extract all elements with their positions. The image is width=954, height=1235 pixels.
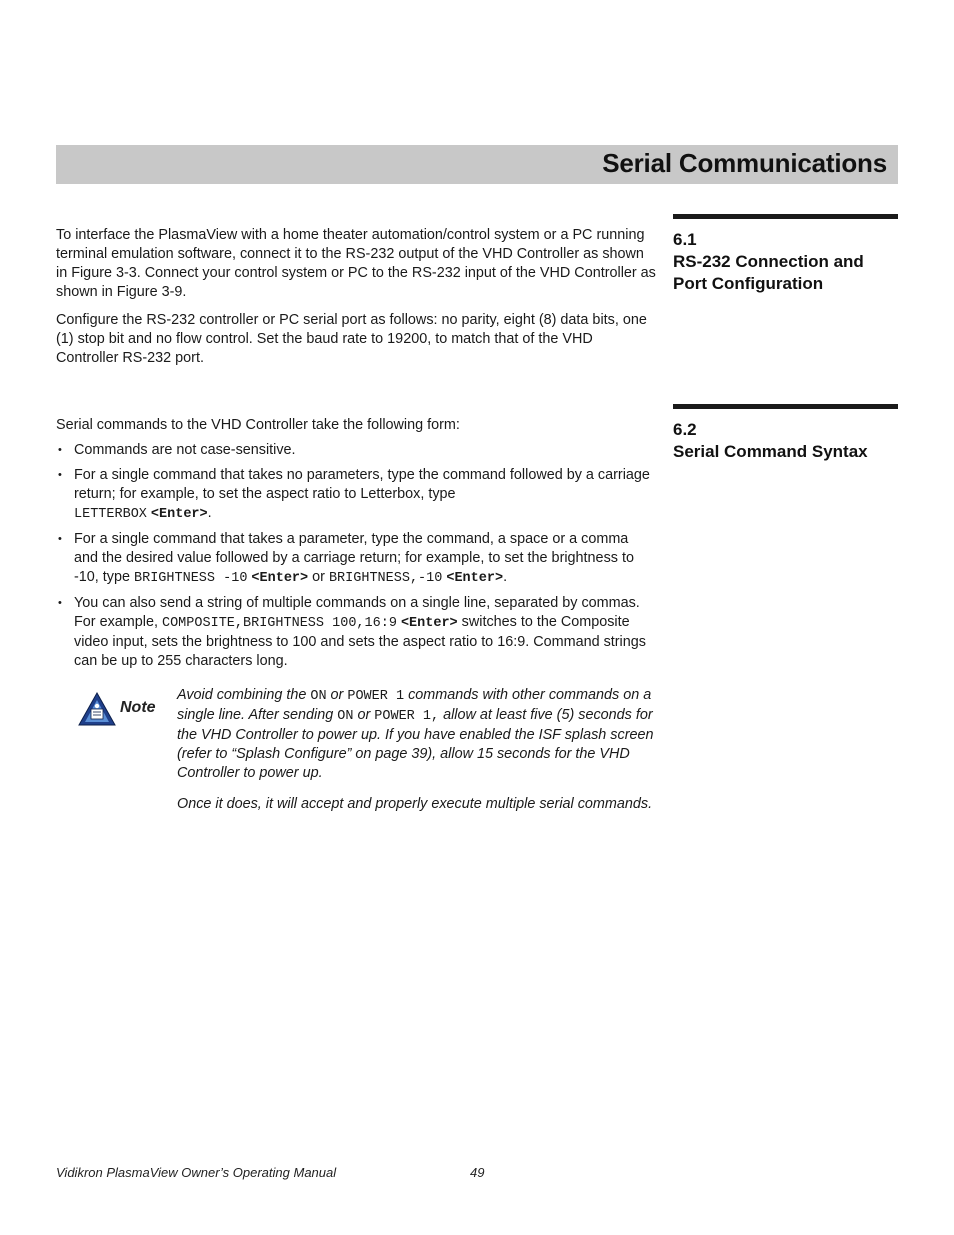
list-item <box>56 530 656 588</box>
section-6-2-heading <box>673 404 898 463</box>
bullet-3-enter-key-2: <Enter> <box>446 571 504 586</box>
note-command-on: ON <box>310 689 327 704</box>
section-6-1-heading <box>673 214 898 295</box>
chapter-title: Serial Communications <box>602 148 887 178</box>
footer-page-number: 49 <box>470 1165 485 1180</box>
section-6-2-number: 6.2 <box>673 420 697 439</box>
section-6-1-number: 6.1 <box>673 230 697 249</box>
section-6-1-title-line2: Port Configuration <box>673 274 824 293</box>
section-6-2-title: Serial Command Syntax <box>673 442 868 461</box>
bullet-3-command-2: BRIGHTNESS,-10 <box>328 571 443 586</box>
section-6-1-paragraph-1: To interface the PlasmaView with a home theater automation/control system or a PC running terminal emulation software, connect it to the RS-232 output of the VHD Controller as shown in Figure 3-3. Connect your control system or PC to the RS-232 input of the VHD Controller as shown in Figure 3-9. <box>56 227 656 300</box>
note-text-1: Avoid combining the <box>177 687 307 703</box>
section-6-1-paragraph-2: Configure the RS-232 controller or PC serial port as follows: no parity, eight (8) data bits, one (1) stop bit and no flow control. Set the baud rate to 19200, to match that of the VHD Controller RS-232 port. <box>56 312 647 366</box>
bullet-2-enter-key: <Enter> <box>150 507 208 522</box>
list-item <box>56 466 656 524</box>
note-paragraph-1 <box>177 686 659 783</box>
bullet-3-or: or <box>312 569 325 585</box>
bullet-3-command-1: BRIGHTNESS -10 <box>134 571 248 586</box>
bullet-1-text: Commands are not case-sensitive. <box>74 442 296 458</box>
bullet-2-command: LETTERBOX <box>74 507 147 522</box>
section-6-1-body <box>56 226 656 377</box>
note-text <box>177 686 659 826</box>
note-command-on-2: ON <box>337 709 354 724</box>
chapter-title-bar <box>56 145 898 184</box>
bullet-2-text: For a single command that takes no parameters, type the command followed by a carriage return; for example, to set the aspect ratio to Letterbox, type <box>74 467 650 502</box>
section-6-1-title-line1: RS-232 Connection and <box>673 252 864 271</box>
bullet-2-end: . <box>207 505 212 521</box>
note-text-or-1: or <box>330 687 344 703</box>
note-text-3: commands with other commands on a single line. After sending <box>177 687 652 723</box>
bullet-3-enter-key-1: <Enter> <box>251 571 309 586</box>
note-label: Note <box>120 699 156 716</box>
note-command-power-1: POWER 1 <box>347 689 405 704</box>
bullet-3-text: For a single command that takes a parameter, type the command, a space or a comma and the desired value followed by a carriage return; for example, to set the brightness to -10, type <box>74 531 634 585</box>
section-6-2-intro: Serial commands to the VHD Controller take the following form: <box>56 417 460 433</box>
bullet-4-command: COMPOSITE,BRIGHTNESS 100,16:9 <box>161 616 397 631</box>
syntax-rules-list <box>56 441 656 671</box>
note-command-power-1-comma: POWER 1, <box>374 709 440 724</box>
bullet-4-text-2: switches to the Composite video input, sets the brightness to 100 and sets the aspect ratio to 16:9. Command strings can be up to 255 characters long. <box>74 614 646 669</box>
bullet-3-end: . <box>503 569 508 585</box>
section-6-2-body <box>56 416 656 677</box>
bullet-4-enter-key: <Enter> <box>400 616 458 631</box>
bullet-4-text-1: You can also send a string of multiple commands on a single line, separated by commas. For example, <box>74 595 640 630</box>
note-paragraph-2: Once it does, it will accept and properly execute multiple serial commands. <box>177 796 653 812</box>
footer-manual-title: Vidikron PlasmaView Owner’s Operating Manual <box>56 1165 337 1180</box>
list-item <box>56 441 656 460</box>
note-warning-icon <box>78 692 116 726</box>
note-text-or-2: or <box>357 707 371 723</box>
note-text-5: allow at least five (5) seconds for the VHD Controller to power up. If you have enabled the ISF splash screen (refer to “Splash Configure” on page 39), allow 15 seconds for the VHD Controller to power up. <box>177 707 654 781</box>
list-item <box>56 594 656 671</box>
